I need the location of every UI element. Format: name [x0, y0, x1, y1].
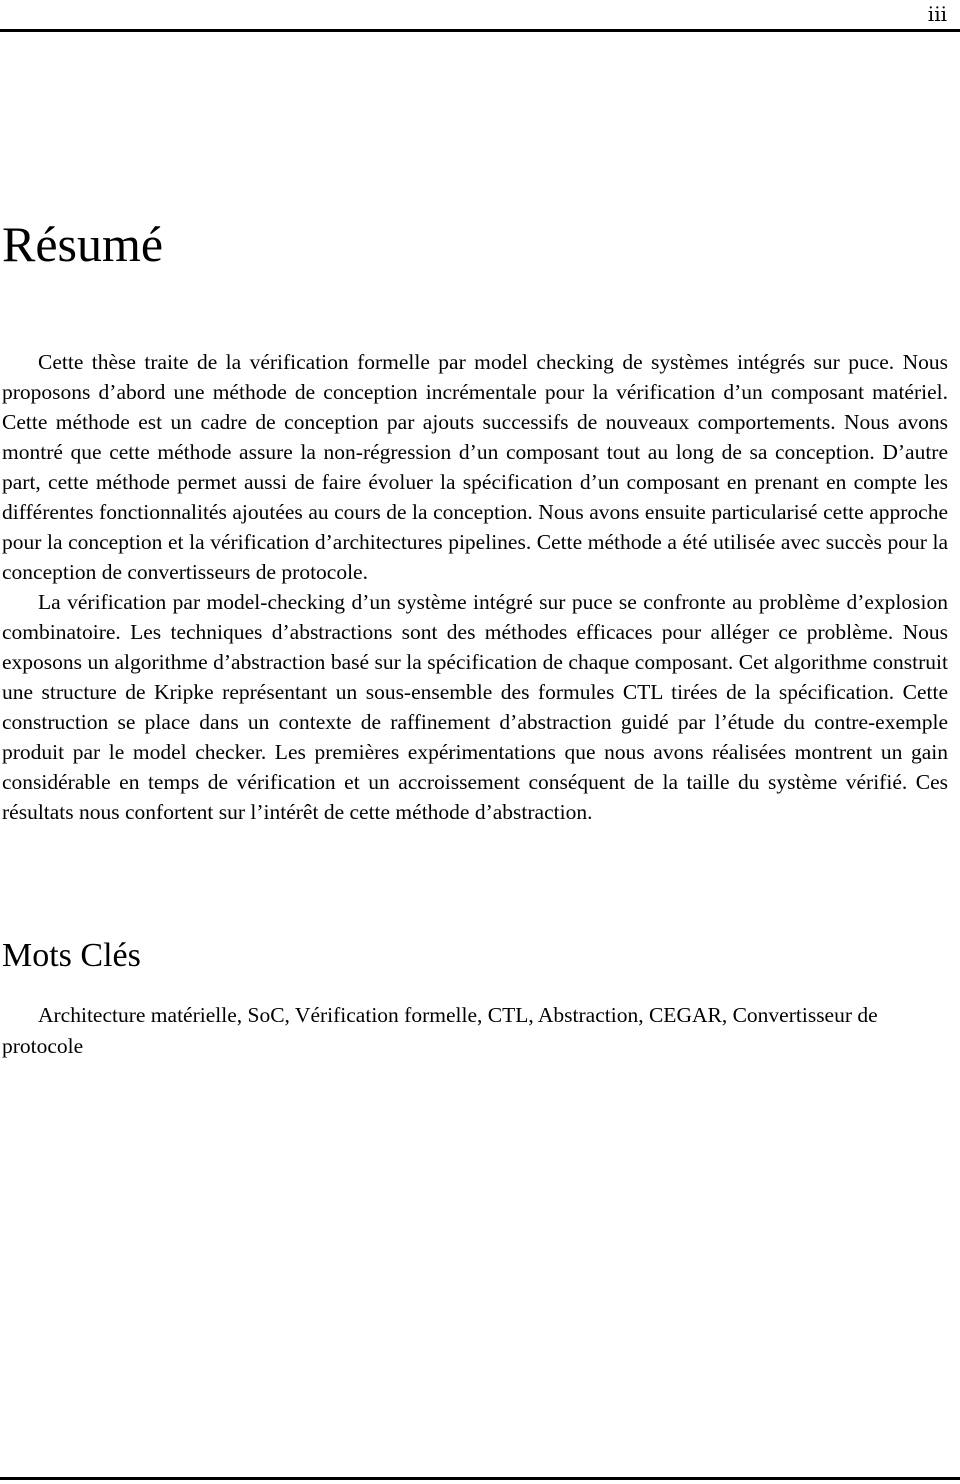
abstract-paragraph: Cette thèse traite de la vérification formelle par model checking de systèmes intégrés sur puce. Nous proposons d’abord une méthode de conception incrémentale pour la vérification d’un composant matériel. Cette méthode est un cadre de conception par ajouts successifs de nouveaux comportements. Nous avons montré que cette méthode assure la non-régression d’un composant tout au long de sa conception. D’autre part, cette méthode permet aussi de faire évoluer la spécification d’un composant en prenant en compte les différentes fonctionnalités ajoutées au cours de la conception. Nous avons ensuite particularisé cette approche pour la conception et la vérification d’architectures pipelines. Cette méthode a été utilisée avec succès pour la conception de convertisseurs de protocole.	[2, 350, 948, 584]
keywords-text: Architecture matérielle, SoC, Vérification formelle, CTL, Abstraction, CEGAR, Convertisseur de protocole	[2, 1003, 878, 1058]
chapter-title: Résumé	[2, 216, 164, 272]
keywords-heading: Mots Clés	[2, 937, 141, 974]
header-rule	[0, 29, 960, 32]
footer-rule	[0, 1477, 960, 1480]
abstract-body	[2, 347, 948, 827]
page-number: iii	[927, 2, 947, 26]
abstract-paragraph: La vérification par model-checking d’un système intégré sur puce se confronte au problème d’explosion combinatoire. Les techniques d’abstractions sont des méthodes efficaces pour alléger ce problème. Nous exposons un algorithme d’abstraction basé sur la spécification de chaque composant. Cet algorithme construit une structure de Kripke représentant un sous-ensemble des formules CTL tirées de la spécification. Cette construction se place dans un contexte de raffinement d’abstraction guidé par l’étude du contre-exemple produit par le model checker. Les premières expérimentations que nous avons réalisées montrent un gain considérable en temps de vérification et un accroissement conséquent de la taille du système vérifié. Ces résultats nous confortent sur l’intérêt de cette méthode d’abstraction.	[2, 590, 948, 824]
